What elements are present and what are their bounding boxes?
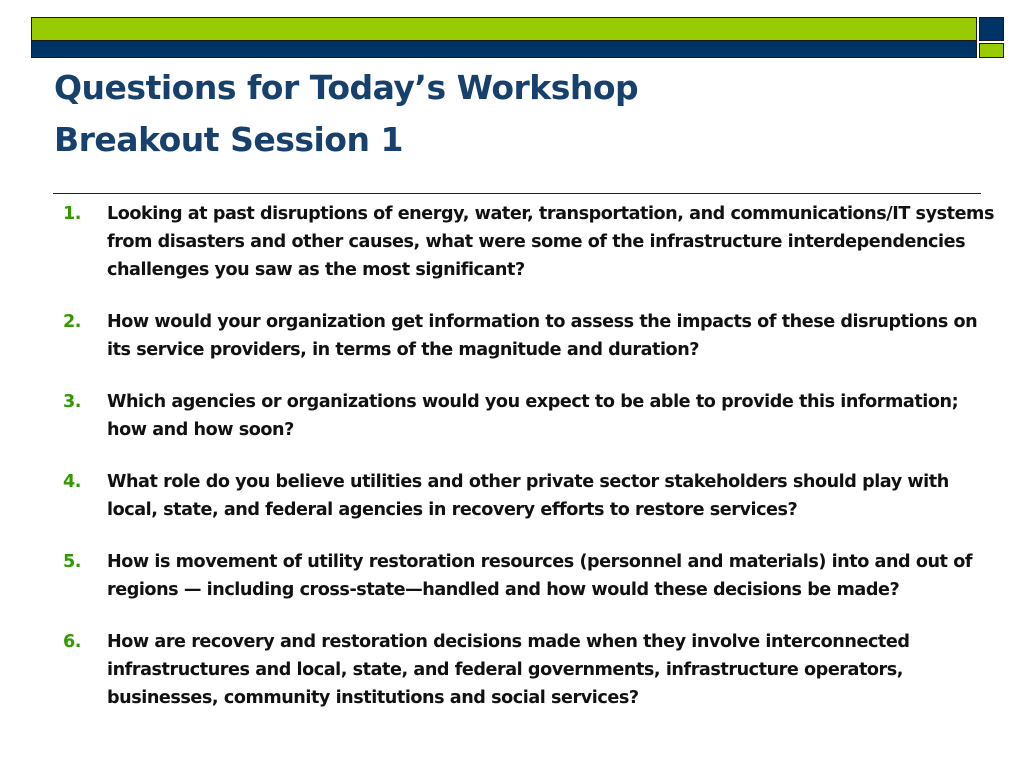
question-number: 2.: [63, 312, 82, 332]
question-item-5: [58, 548, 1003, 604]
question-number: 1.: [63, 204, 82, 224]
question-item-1: [58, 200, 1003, 284]
question-text: Which agencies or organizations would you expect to be able to provide this information; how and how soon?: [107, 392, 959, 440]
title-divider: [53, 193, 981, 194]
question-text: What role do you believe utilities and other private sector stakeholders should play with local, state, and federal agencies in recovery efforts to restore services?: [107, 472, 949, 520]
slide-title-line-1: Questions for Today’s Workshop: [54, 68, 639, 107]
question-item-3: [58, 388, 1003, 444]
question-item-4: [58, 468, 1003, 524]
question-text: How would your organization get information to assess the impacts of these disruptions on its service providers, in terms of the magnitude and duration?: [107, 312, 978, 360]
question-item-2: [58, 308, 1003, 364]
header-green-bar: [31, 17, 977, 41]
question-item-6: [58, 628, 1003, 712]
header-navy-square: [979, 17, 1004, 41]
slide-title-line-2: Breakout Session 1: [54, 120, 403, 159]
question-number: 4.: [63, 472, 82, 492]
question-text: How are recovery and restoration decisions made when they involve interconnected infrastructures and local, state, and federal governments, infrastructure operators, businesses, community institutions and social services?: [107, 632, 910, 708]
question-number: 6.: [63, 632, 82, 652]
question-text: How is movement of utility restoration resources (personnel and materials) into and out of regions — including cross-state—handled and how would these decisions be made?: [107, 552, 973, 600]
header-navy-bar: [31, 41, 977, 58]
header-green-square: [979, 43, 1004, 58]
question-number: 5.: [63, 552, 82, 572]
question-text: Looking at past disruptions of energy, water, transportation, and communications/IT systems from disasters and other causes, what were some of the infrastructure interdependencies challenges you saw as the most significant?: [107, 204, 994, 280]
question-list: [58, 200, 1003, 736]
slide-title: [54, 62, 638, 166]
question-number: 3.: [63, 392, 82, 412]
